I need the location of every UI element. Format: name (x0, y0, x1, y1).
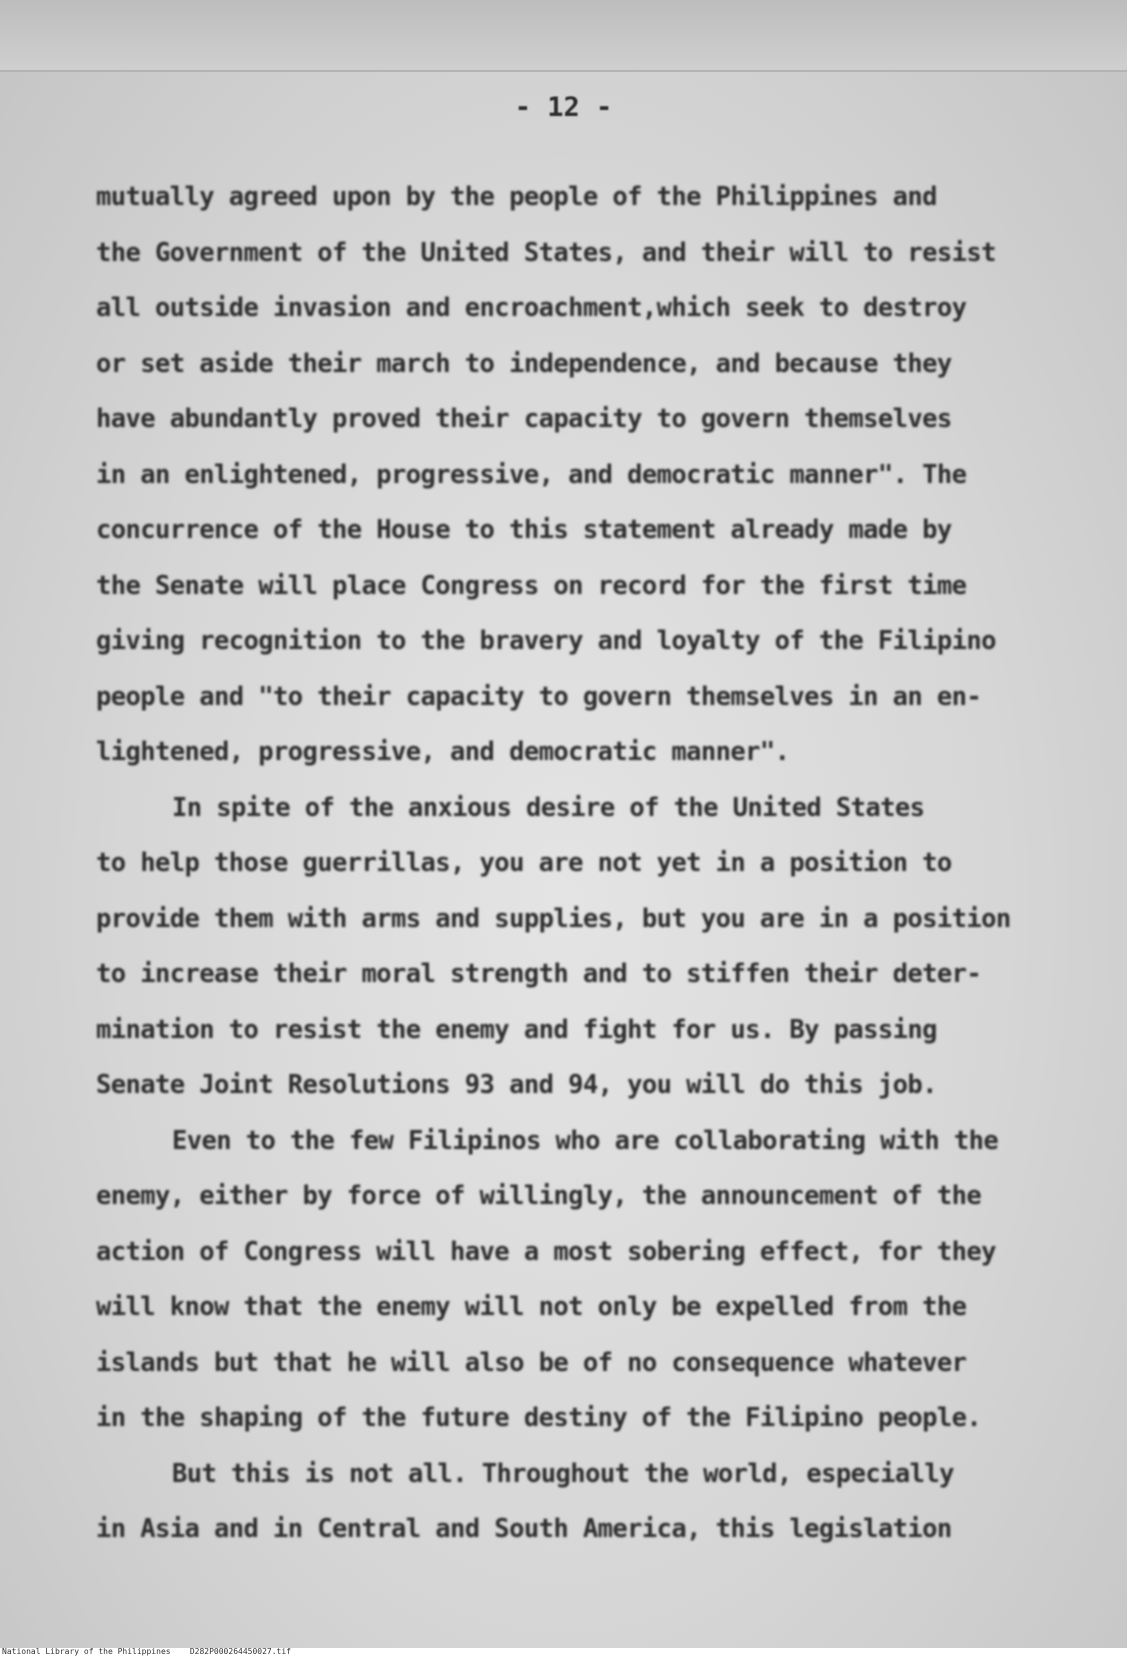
footer-file: D282P000264450027.tif (189, 1647, 291, 1656)
text-line: enemy, either by force of willingly, the announcement of the (96, 1181, 982, 1211)
text-line: provide them with arms and supplies, but you are in a position (96, 903, 1011, 934)
paragraph-start-line: In spite of the anxious desire of the United States (172, 792, 925, 823)
text-line: the Senate will place Congress on record for the first time (96, 570, 967, 601)
text-line: Senate Joint Resolutions 93 and 94, you will do this job. (96, 1070, 937, 1100)
scan-top-band (0, 0, 1127, 72)
paragraph-start-line: But this is not all. Throughout the world, especially (172, 1458, 954, 1489)
text-line: action of Congress will have a most sobering effect, for they (96, 1236, 996, 1267)
text-line: the Government of the United States, and their will to resist (96, 237, 996, 268)
text-line: have abundantly proved their capacity to govern themselves (96, 404, 952, 434)
text-line: islands but that he will also be of no consequence whatever (96, 1347, 967, 1378)
document-body (96, 170, 1011, 1558)
text-line: all outside invasion and encroachment,which seek to destroy (96, 293, 967, 323)
text-line: mination to resist the enemy and fight for us. By passing (96, 1014, 937, 1045)
text-line: concurrence of the House to this statement already made by (96, 515, 952, 545)
text-line: lightened, progressive, and democratic manner". (96, 737, 790, 767)
text-line: in an enlightened, progressive, and democratic manner". The (96, 459, 967, 490)
scan-footer (2, 1647, 291, 1656)
text-line: people and "to their capacity to govern themselves in an en- (96, 681, 982, 712)
page-number: - 12 - (514, 92, 613, 123)
text-line: mutually agreed upon by the people of the Philippines and (96, 182, 937, 212)
text-line: or set aside their march to independence, and because they (96, 348, 952, 379)
text-line: to increase their moral strength and to stiffen their deter- (96, 959, 982, 989)
text-line: giving recognition to the bravery and loyalty of the Filipino (96, 626, 996, 656)
text-line: to help those guerrillas, you are not yet in a position to (96, 848, 952, 878)
text-line: in the shaping of the future destiny of the Filipino people. (96, 1403, 982, 1433)
text-line: will know that the enemy will not only be expelled from the (96, 1292, 967, 1322)
paragraph-start-line: Even to the few Filipinos who are collaborating with the (172, 1125, 999, 1156)
text-line: in Asia and in Central and South America, this legislation (96, 1514, 952, 1544)
footer-source: National Library of the Philippines (2, 1647, 171, 1656)
